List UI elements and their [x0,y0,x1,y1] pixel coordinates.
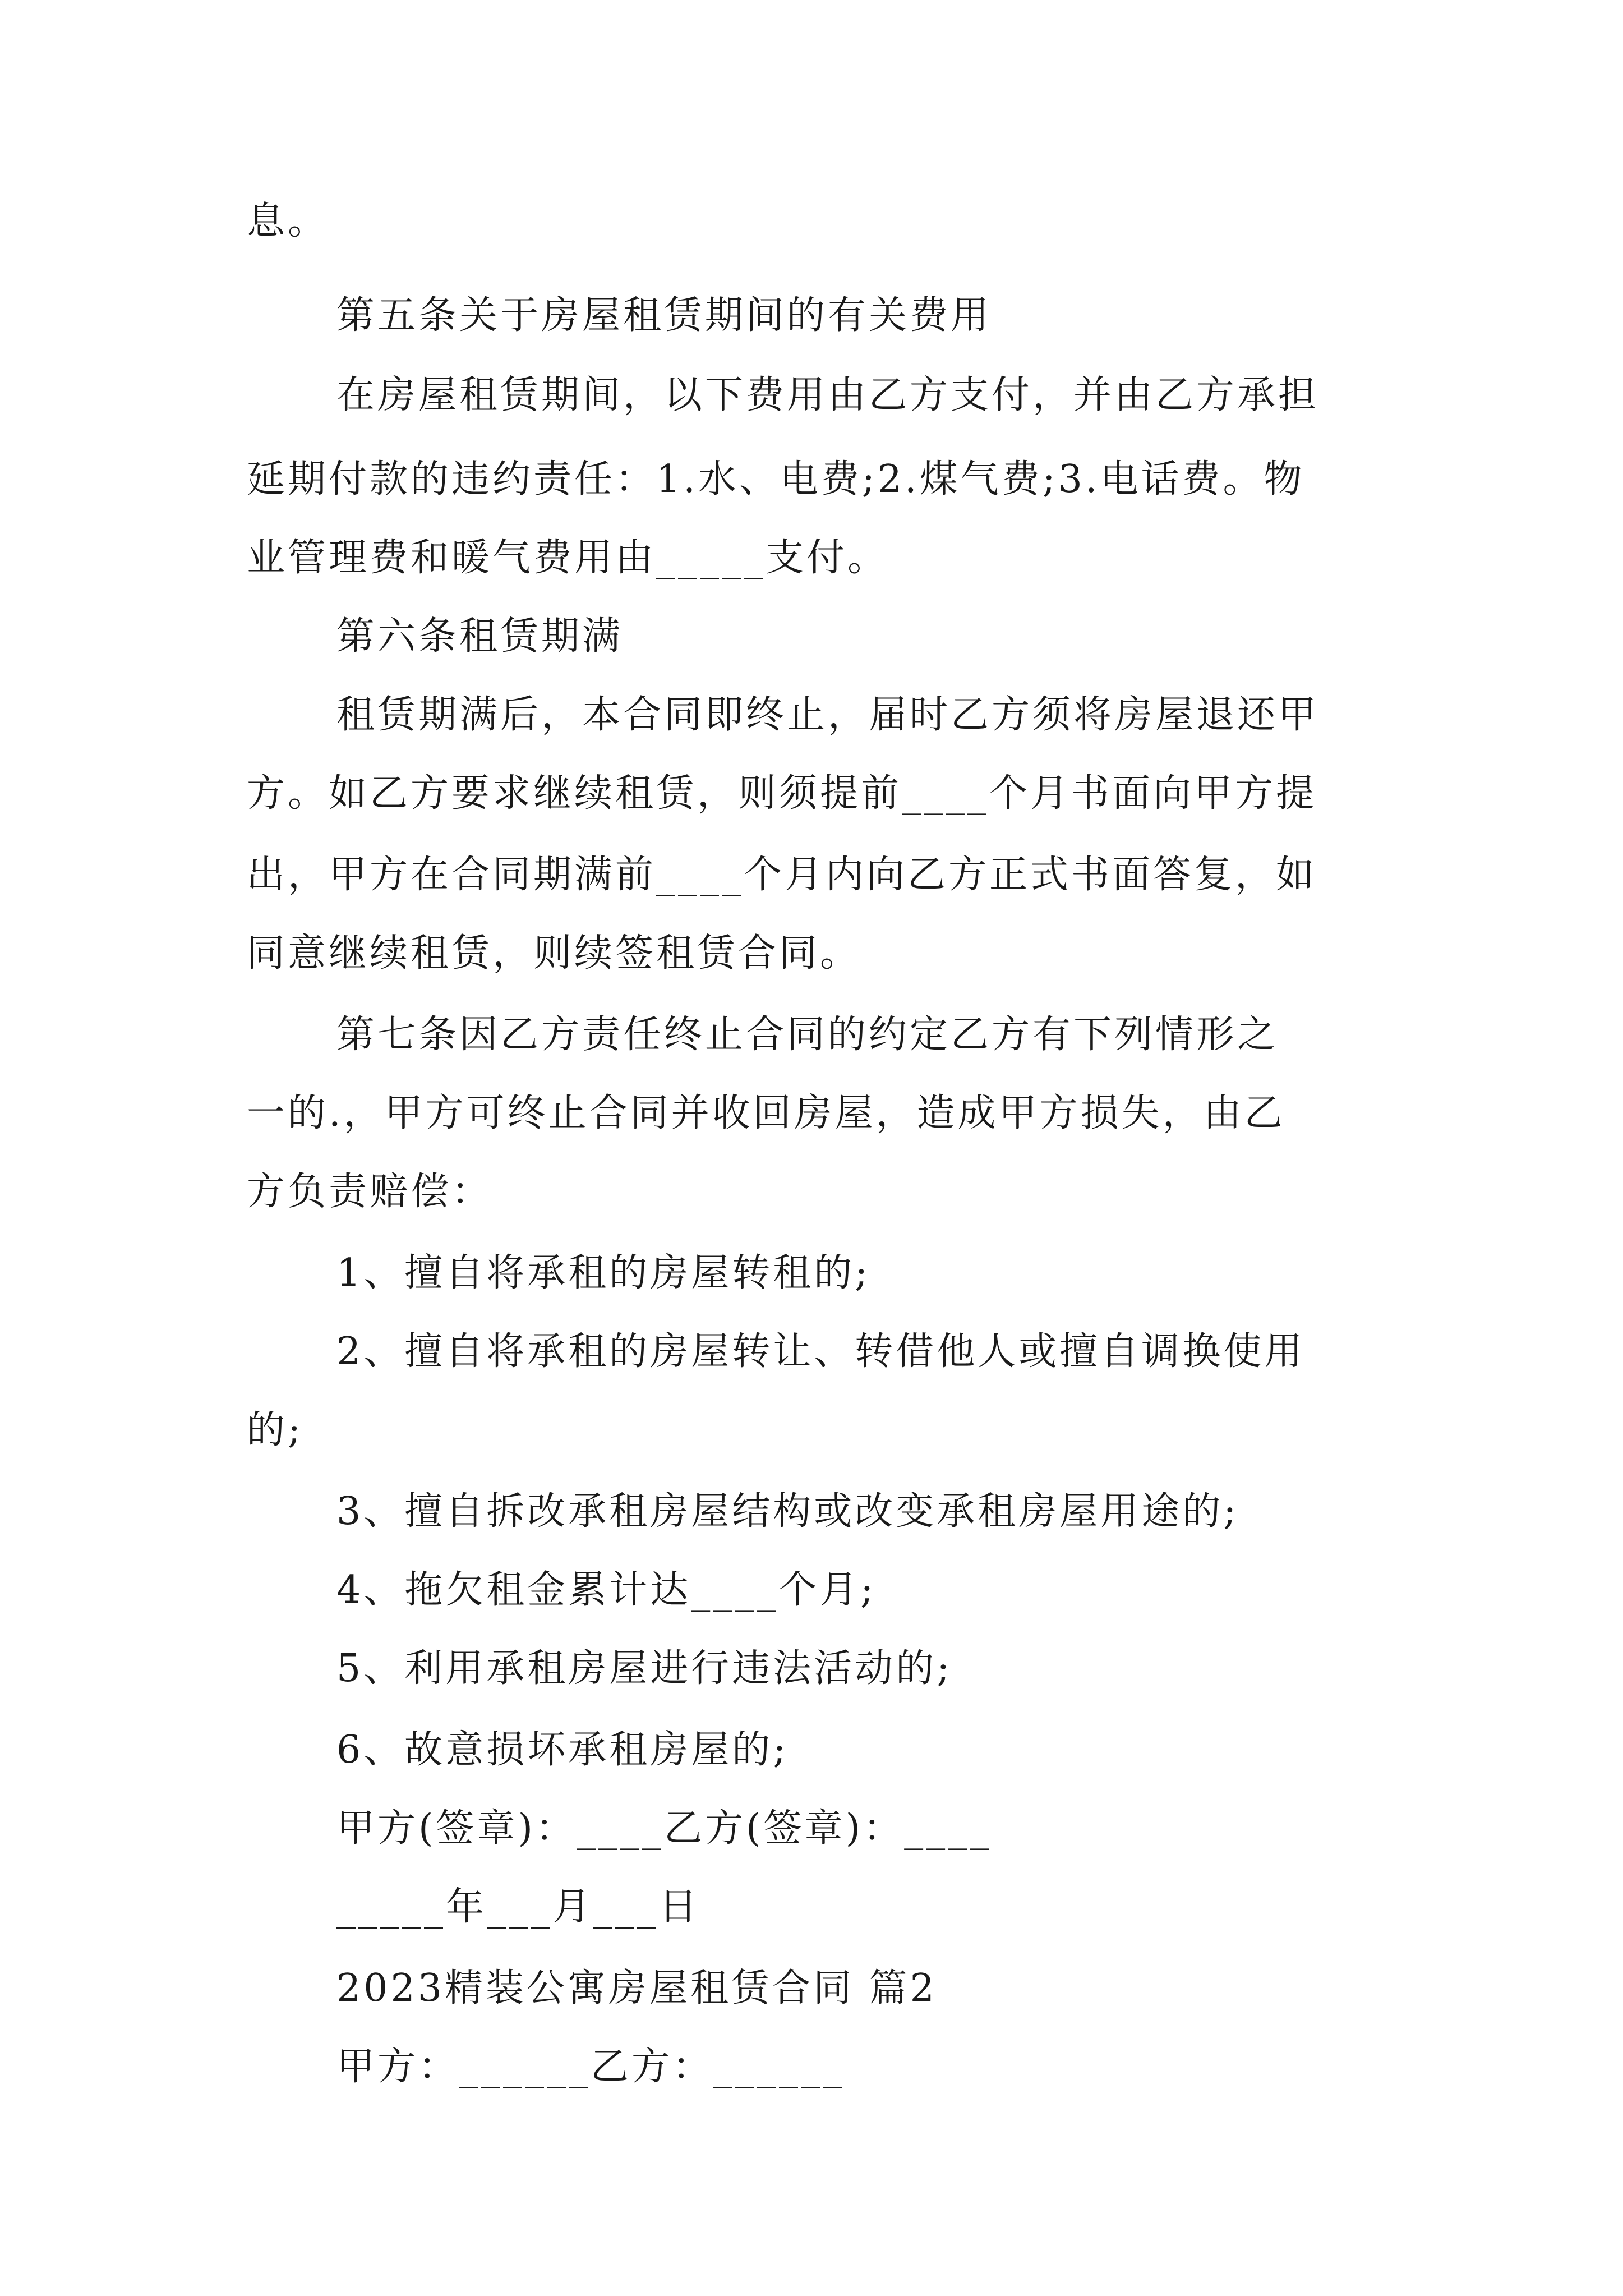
date-line: _____年___月___日 [336,1885,700,1929]
text-line: 在房屋租赁期间，以下费用由乙方支付，并由乙方承担 [336,373,1320,417]
section-heading: 第七条因乙方责任终止合同的约定乙方有下列情形之 [336,1013,1279,1057]
list-item: 2、擅自将承租的房屋转让、转借他人或擅自调换使用 [336,1329,1306,1374]
party-line: 甲方：______乙方：______ [336,2045,845,2089]
text-line: 息。 [247,199,329,243]
section-heading: 第六条租赁期满 [336,614,624,659]
text-line: 业管理费和暖气费用由_____支付。 [247,536,889,580]
list-item: 6、故意损坏承租房屋的; [336,1728,789,1772]
list-item: 5、利用承租房屋进行违法活动的; [336,1646,953,1691]
text-line: 方。如乙方要求继续租赁，则须提前____个月书面向甲方提 [247,771,1317,816]
signature-line: 甲方(签章)：____乙方(签章)：____ [336,1806,992,1851]
text-line: 租赁期满后，本合同即终止，届时乙方须将房屋退还甲 [336,693,1320,737]
list-item: 4、拖欠租金累计达____个月; [336,1568,877,1612]
section-heading: 第五条关于房屋租赁期间的有关费用 [336,293,992,338]
list-item: 1、擅自将承租的房屋转租的; [336,1251,871,1295]
list-item: 3、擅自拆改承租房屋结构或改变承租房屋用途的; [336,1489,1239,1534]
text-line: 同意继续租赁，则续签租赁合同。 [247,931,861,976]
contract-title: 2023精装公寓房屋租赁合同 篇2 [336,1966,937,2010]
text-line: 出，甲方在合同期满前____个月内向乙方正式书面答复，如 [247,853,1317,897]
text-line: 延期付款的违约责任：1.水、电费;2.煤气费;3.电话费。物 [247,457,1305,501]
text-line: 的; [247,1408,303,1452]
text-line: 方负责赔偿： [247,1170,493,1214]
text-line: 一的.，甲方可终止合同并收回房屋，造成甲方损失，由乙 [247,1091,1285,1135]
